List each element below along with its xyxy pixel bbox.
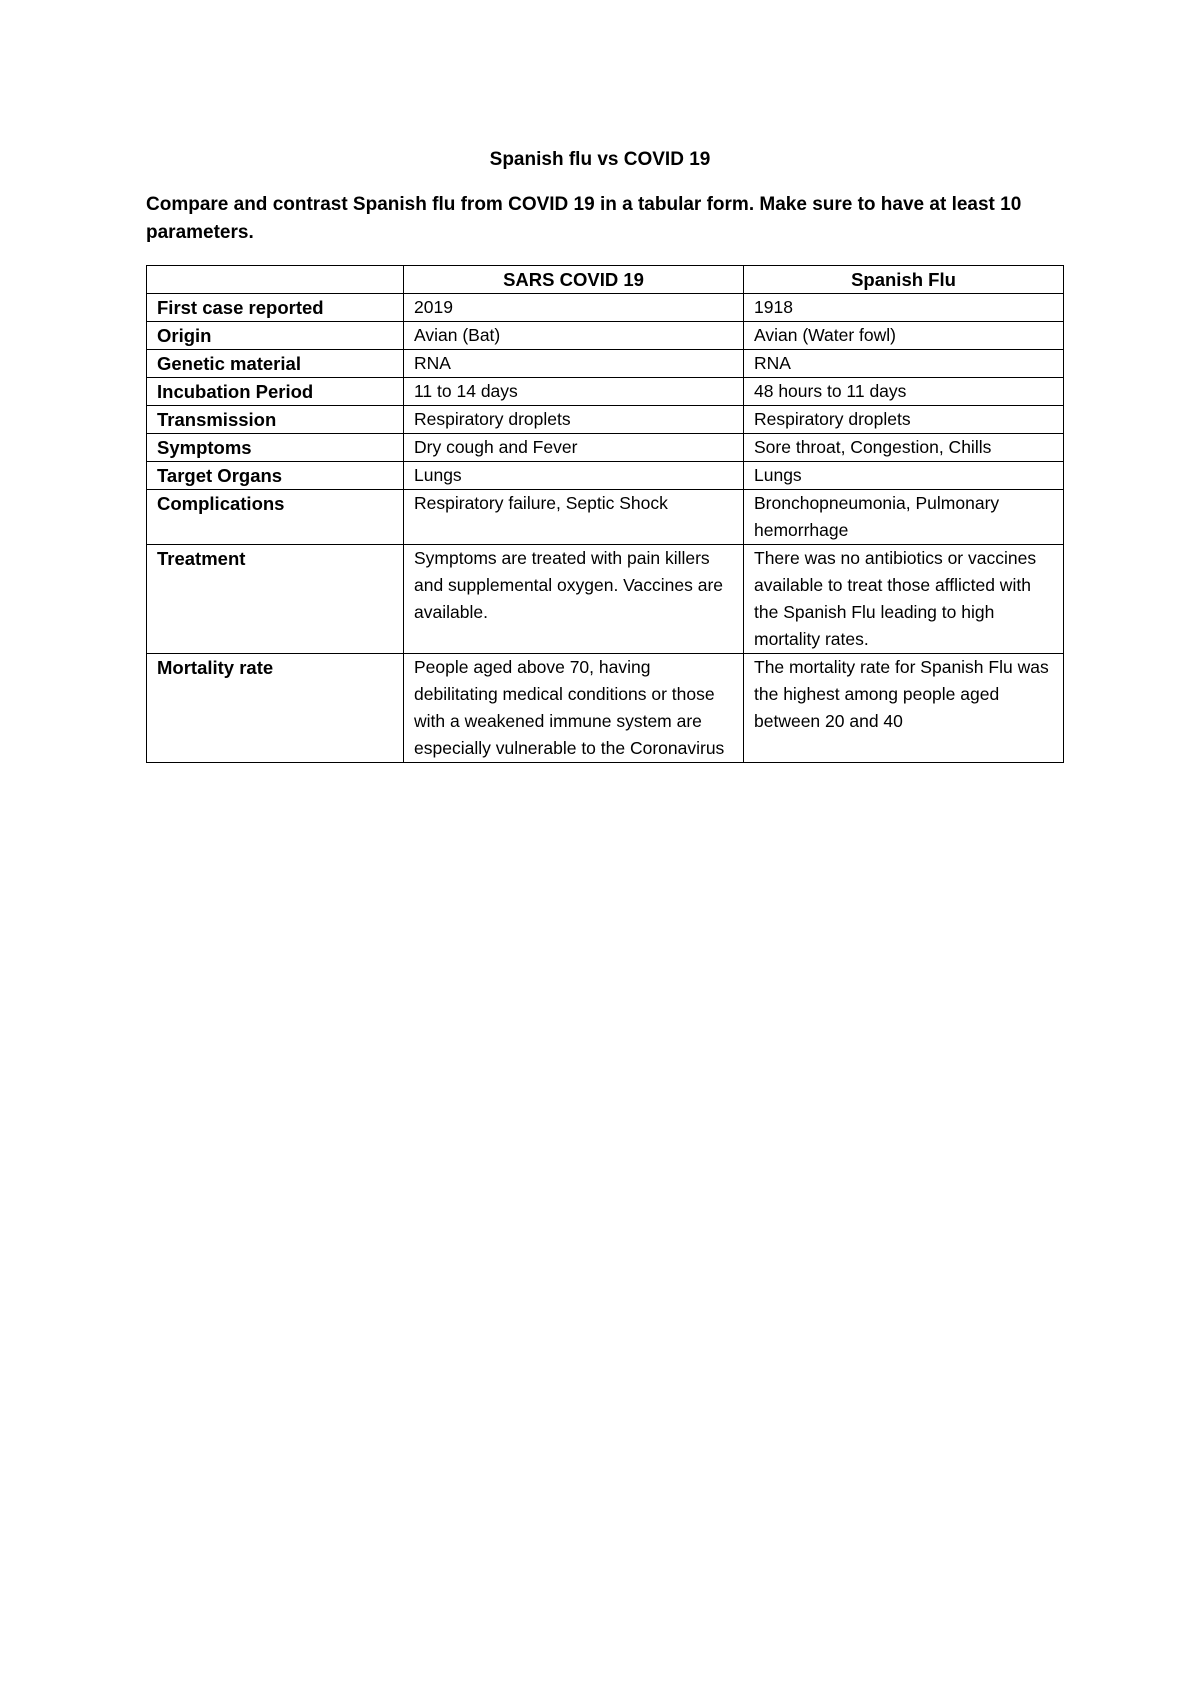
covid-cell: Respiratory failure, Septic Shock: [404, 490, 744, 545]
table-row: [147, 378, 1064, 406]
spanish-flu-cell: Respiratory droplets: [744, 406, 1064, 434]
spanish-flu-cell: RNA: [744, 350, 1064, 378]
covid-cell: 2019: [404, 294, 744, 322]
parameter-cell: Target Organs: [147, 462, 404, 490]
comparison-table: [146, 265, 1064, 763]
spanish-flu-cell: Bronchopneumonia, Pulmonary hemorrhage: [744, 490, 1064, 545]
table-row: [147, 462, 1064, 490]
covid-cell: 11 to 14 days: [404, 378, 744, 406]
covid-cell: Respiratory droplets: [404, 406, 744, 434]
covid-cell: Dry cough and Fever: [404, 434, 744, 462]
parameter-cell: First case reported: [147, 294, 404, 322]
parameter-cell: Mortality rate: [147, 654, 404, 763]
header-cell-parameter: [147, 266, 404, 294]
table-row: [147, 654, 1064, 763]
parameter-cell: Transmission: [147, 406, 404, 434]
assignment-prompt: Compare and contrast Spanish flu from COVID 19 in a tabular form. Make sure to have at least 10 parameters.: [146, 194, 1022, 243]
table-row: [147, 350, 1064, 378]
table-row: [147, 545, 1064, 654]
parameter-cell: Symptoms: [147, 434, 404, 462]
table-row: [147, 322, 1064, 350]
table-row: [147, 406, 1064, 434]
covid-cell: RNA: [404, 350, 744, 378]
spanish-flu-cell: The mortality rate for Spanish Flu was the highest among people aged between 20 and 40: [744, 654, 1064, 763]
spanish-flu-cell: 48 hours to 11 days: [744, 378, 1064, 406]
parameter-cell: Treatment: [147, 545, 404, 654]
spanish-flu-cell: Sore throat, Congestion, Chills: [744, 434, 1064, 462]
parameter-cell: Complications: [147, 490, 404, 545]
covid-cell: Avian (Bat): [404, 322, 744, 350]
parameter-cell: Genetic material: [147, 350, 404, 378]
covid-cell: People aged above 70, having debilitating medical conditions or those with a weakened immune system are especially vulnerable to the Coronavirus: [404, 654, 744, 763]
document-title: Spanish flu vs COVID 19: [489, 149, 711, 170]
parameter-cell: Origin: [147, 322, 404, 350]
spanish-flu-cell: Avian (Water fowl): [744, 322, 1064, 350]
covid-cell: Symptoms are treated with pain killers and supplemental oxygen. Vaccines are available.: [404, 545, 744, 654]
table-row: [147, 294, 1064, 322]
header-cell-covid: SARS COVID 19: [404, 266, 744, 294]
header-cell-spanish-flu: Spanish Flu: [744, 266, 1064, 294]
table-row: [147, 434, 1064, 462]
parameter-cell: Incubation Period: [147, 378, 404, 406]
covid-cell: Lungs: [404, 462, 744, 490]
table-row: [147, 490, 1064, 545]
spanish-flu-cell: 1918: [744, 294, 1064, 322]
spanish-flu-cell: Lungs: [744, 462, 1064, 490]
table-header-row: [147, 266, 1064, 294]
spanish-flu-cell: There was no antibiotics or vaccines available to treat those afflicted with the Spanish Flu leading to high mortality rates.: [744, 545, 1064, 654]
